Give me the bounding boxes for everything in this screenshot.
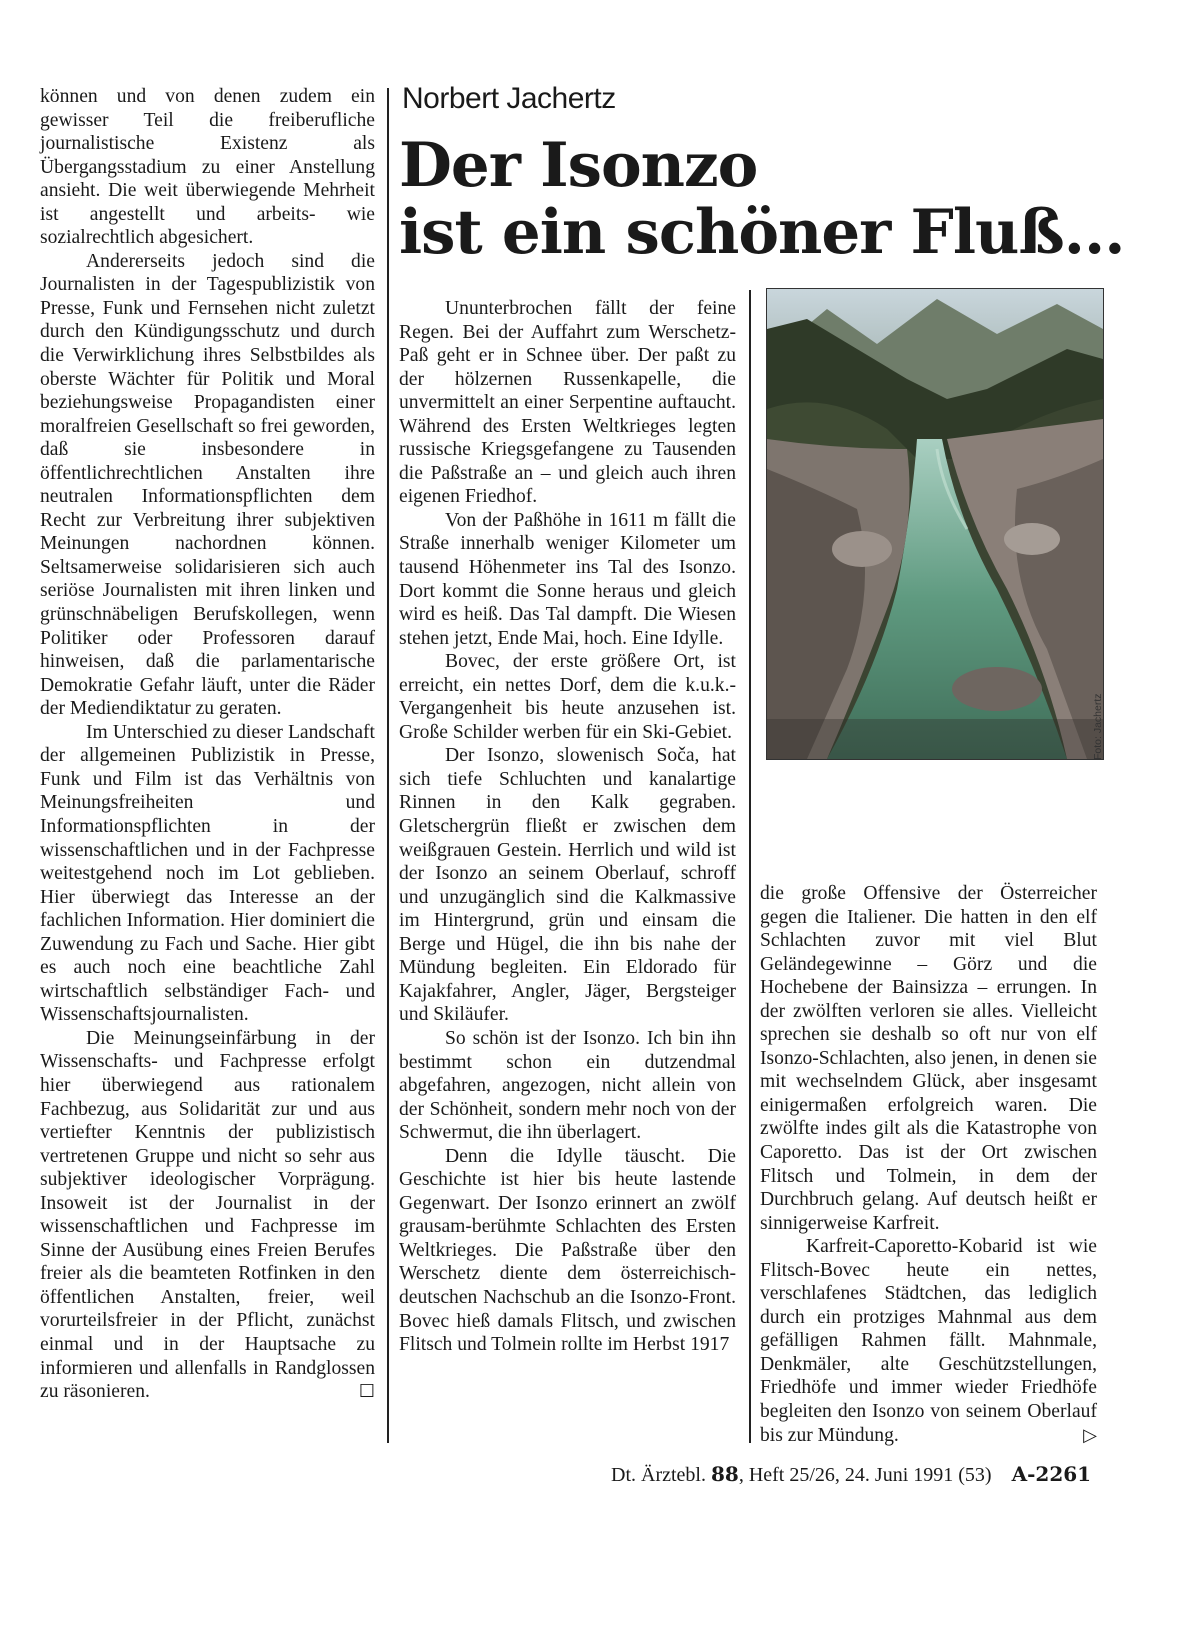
middle-paragraph-4: Der Isonzo, slowenisch Soča, hat sich tiefe Schluchten und kanalartige Rinnen in den Kalk gegraben. Gletschergrün fließt er zwischen dem weißgrauen Gestein. Herrlich und wild ist der Isonzo an seinem Oberlauf, schroff und unzugänglich sind die Kalkmassive im Hintergrund, grün und einsam die Berge und Hügel, die ihn bis nahe der Mündung begleiten. Ein Eldorado für Kajakfahrer, Angler, Jäger, Bergsteiger und Skiläufer. <box>399 745 736 1026</box>
left-paragraph-3: Im Unterschied zu dieser Landschaft der allgemeinen Publizistik in Presse, Funk und Film ist das Verhältnis von Meinungsfreiheiten und Informationspflichten in der wissenschaftlichen und in der Fachpresse weitestgehend noch im Lot geblieben. Hier überwiegt das Interesse an der fachlichen Information. Hier dominiert die Zuwendung zu Fach und Sache. Hier gibt es auch noch eine beachtliche Zahl wirtschaftlich selbständiger Fach- und Wissenschaftsjournalisten. <box>40 721 375 1026</box>
headline-line-2: ist ein schöner Fluß... <box>399 197 1125 268</box>
column-rule-left <box>387 88 389 1443</box>
photo-credit: Foto: Jachertz <box>1092 693 1104 760</box>
right-column <box>760 882 1097 1447</box>
middle-paragraph-3: Bovec, der erste größere Ort, ist erreicht, ein nettes Dorf, dem die k.u.k.-Vergangenheit bis heute anzusehen ist. Große Schilder werben für ein Ski-Gebiet. <box>399 651 736 743</box>
issue-info: , Heft 25/26, 24. Juni 1991 (53) <box>738 1464 992 1486</box>
column-rule-middle <box>749 290 751 1443</box>
left-paragraph-1: können und von denen zudem ein gewisser Teil die freiberufliche journalistische Existenz als Übergangsstadium zu einer Anstellung ansieht. Die weit überwiegende Mehrheit ist angestellt und arbeits- wie sozialrechtlich abgesichert. <box>40 86 375 249</box>
middle-paragraph-5: So schön ist der Isonzo. Ich bin ihn bestimmt schon ein dutzendmal abgefahren, angezogen, nicht allein von der Schönheit, sondern mehr noch von der Schwermut, die ihn überlagert. <box>399 1027 736 1144</box>
middle-paragraph-2: Von der Paßhöhe in 1611 m fällt die Straße innerhalb weniger Kilometer um tausend Höhenmeter ins Tal des Isonzo. Dort kommt die Sonne heraus und gleich wird es heiß. Das Tal dampft. Die Wiesen stehen jetzt, Ende Mai, hoch. Eine Idylle. <box>399 509 736 649</box>
isonzo-gorge-photo <box>766 288 1104 760</box>
article-headline <box>399 132 1159 266</box>
page-number: A-2261 <box>1011 1462 1092 1486</box>
middle-column <box>399 297 736 1357</box>
end-square-icon: ☐ <box>358 1381 375 1403</box>
middle-paragraph-1: Ununterbrochen fällt der feine Regen. Bei der Auffahrt zum Werschetz-Paß geht er in Schnee über. Der paßt zu der hölzernen Russenkapelle, die unvermittelt an einer Serpentine auftaucht. Während des Ersten Weltkrieges legten russische Kriegsgefangene zu Tausenden die Paßstraße an – und gleich auch ihren eigenen Friedhof. <box>399 298 736 508</box>
author-name: Norbert Jachertz <box>402 82 616 115</box>
left-paragraph-4: Die Meinungseinfärbung in der Wissenschafts- und Fachpresse erfolgt hier überwiegend aus rationalem Fachbezug, aus Solidarität zur und aus vertiefter Kenntnis der publizistisch vertretenen Gruppe und nicht so sehr aus subjektiver ideologischer Vorprägung. Insoweit ist der Journalist in der wissenschaftlichen und Fachpresse im Sinne der Ausübung eines Freien Berufes freier als die beamteten Rotfinken in den öffentlichen Anstalten, freier, weil vorurteilsfreier in der Pflicht, zunächst einmal und in der Hauptsache zu informieren und allenfalls in Randglossen zu räsonieren. ☐ <box>40 1027 375 1403</box>
middle-paragraph-6: Denn die Idylle täuscht. Die Geschichte ist hier bis heute lastende Gegenwart. Der Isonzo erinnert an zwölf grausam-berühmte Schlachten des Ersten Weltkrieges. Die Paßstraße über den Werschetz diente dem österreichisch-deutschen Nachschub an die Isonzo-Front. Bovec hieß damals Flitsch, und zwischen Flitsch und Tolmein rollte im Herbst 1917 <box>399 1145 736 1356</box>
journal-volume: 88 <box>710 1462 739 1486</box>
right-paragraph-2: Karfreit-Caporetto-Kobarid ist wie Flitsch-Bovec heute ein nettes, verschlafenes Städtchen, das lediglich durch ein protziges Mahnmal aus dem gefälligen Rahmen fällt. Mahnmale, Denkmäler, alte Geschützstellungen, Friedhöfe und immer wieder Friedhöfe begleiten den Isonzo von seinem Oberlauf bis zur Mündung. ▷ <box>760 1236 1097 1446</box>
page-footer <box>611 1462 1091 1487</box>
headline-line-1: Der Isonzo <box>399 130 758 201</box>
photo-illustration <box>767 289 1103 759</box>
left-column <box>40 85 375 1404</box>
continue-arrow-icon: ▷ <box>1083 1424 1097 1446</box>
left-paragraph-2: Andererseits jedoch sind die Journalisten in der Tagespublizistik von Presse, Funk und Fernsehen nicht zuletzt durch den Kündigungsschutz und durch die Verwirklichung ihres Selbstbildes als oberste Wächter für Politik und Moral beziehungsweise Propagandisten einer moralfreien Gesellschaft so frei geworden, daß sie insbesondere in öffentlichrechtlichen Anstalten ihre neutralen Informationspflichten dem Recht zur Verbreitung ihrer subjektiven Meinungen nachordnen können. Seltsamerweise solidarisieren sich auch seriöse Journalisten mit ihren linken und grünschnäbeligen Berufskollegen, wenn Politiker oder Professoren darauf hinweisen, daß die parlamentarische Demokratie Gefahr läuft, unter die Räder der Mediendiktatur zu geraten. <box>40 250 375 720</box>
journal-name: Dt. Ärztebl. <box>611 1464 706 1486</box>
right-paragraph-1: die große Offensive der Österreicher gegen die Italiener. Die hatten in den elf Schlachten zuvor mit viel Blut Geländegewinne – Görz und die Hochebene der Bainsizza – errungen. In der zwölften verloren sie alles. Vielleicht sprechen sie deshalb so oft nur von elf Isonzo-Schlachten, also jenen, in denen sie mit wechselndem Glück, aber insgesamt einigermaßen erfolgreich waren. Die zwölfte indes gilt als die Katastrophe von Caporetto. Das ist der Ort zwischen Flitsch und Tolmein, in dem der Durchbruch gelang. Auf deutsch heißt er sinnigerweise Karfreit. <box>760 883 1097 1234</box>
